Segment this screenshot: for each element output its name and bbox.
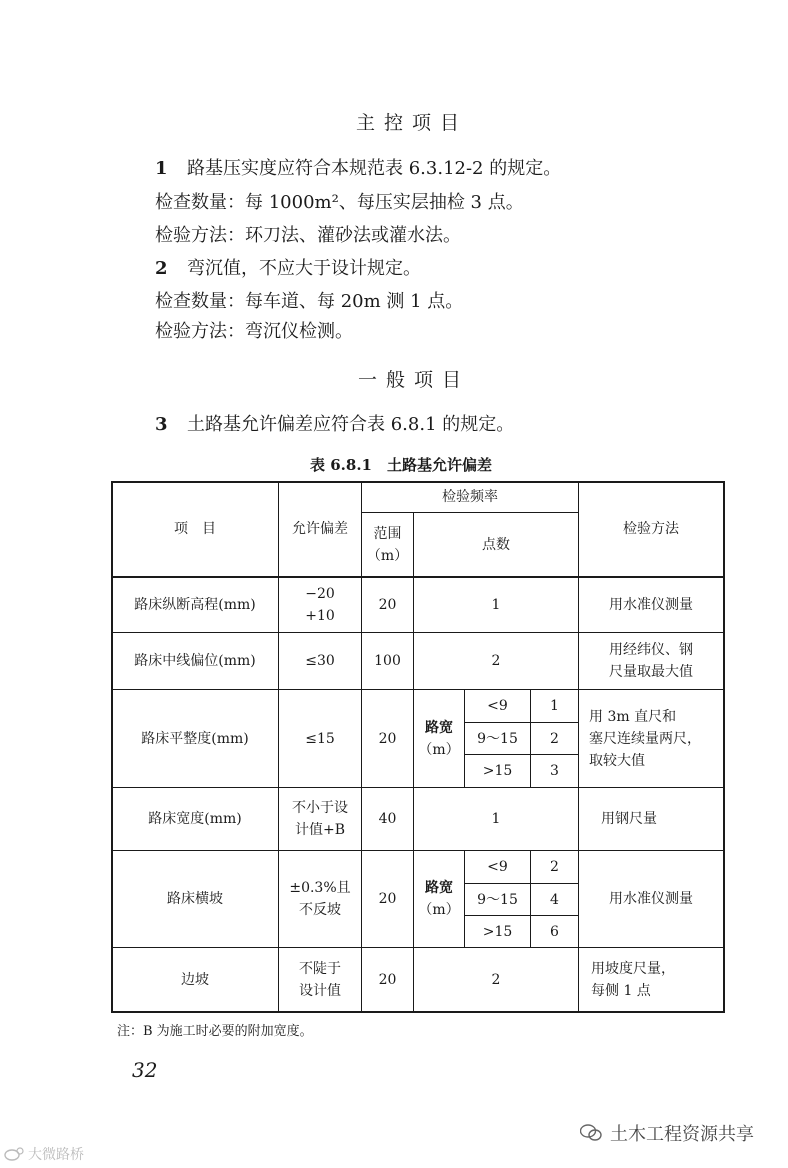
row-4-tol-line1: 不小于设 xyxy=(292,800,348,816)
watermark-right xyxy=(580,1120,754,1146)
row-5-tol-line2: 不反坡 xyxy=(299,902,341,918)
row-6-points: 2 xyxy=(491,971,501,988)
clause-3-number: 3 xyxy=(155,414,168,435)
row-6-tol-line1: 不陡于 xyxy=(299,960,341,977)
clause-1-check-quantity: 检查数量：每 1000m²、每压实层抽检 3 点。 xyxy=(155,192,524,213)
header-item: 项 目 xyxy=(174,521,216,537)
row-1-tol-line2: +10 xyxy=(305,608,335,624)
clause-2-check-method: 检验方法：弯沉仪检测。 xyxy=(155,321,353,342)
row-6-range: 20 xyxy=(378,971,397,988)
row-5-width-label-text: 路宽 xyxy=(425,880,453,896)
header-frequency: 检验频率 xyxy=(442,489,498,505)
weibo-icon xyxy=(4,1147,24,1161)
header-points: 点数 xyxy=(482,536,510,553)
clause-1-number: 1 xyxy=(155,158,168,179)
row-3-sub-2-points: 2 xyxy=(550,730,559,747)
clause-2-number: 2 xyxy=(155,258,168,279)
watermark-left xyxy=(4,1144,84,1164)
row-3-method-line3: 取较大值 xyxy=(589,752,645,769)
row-2-tolerance: ≤30 xyxy=(305,653,335,669)
row-2-method-line2: 尺量取最大值 xyxy=(609,664,693,680)
header-method: 检验方法 xyxy=(623,521,679,537)
row-3-tolerance: ≤15 xyxy=(305,730,335,747)
row-5-width-unit: （m） xyxy=(418,902,460,918)
row-5-sub-3-points: 6 xyxy=(550,923,559,940)
row-5-item: 路床横坡 xyxy=(167,891,223,907)
clause-1-check-method: 检验方法：环刀法、灌砂法或灌水法。 xyxy=(155,225,461,246)
row-2-method-line1: 用经纬仪、钢 xyxy=(609,642,693,658)
row-4-range: 40 xyxy=(378,811,397,827)
row-2-item: 路床中线偏位(mm) xyxy=(134,653,256,669)
watermark-left-text: 大微路桥 xyxy=(28,1147,84,1163)
row-5-range: 20 xyxy=(378,891,397,907)
row-6-method-line2: 每侧 1 点 xyxy=(591,982,651,999)
row-4-item: 路床宽度(mm) xyxy=(148,811,242,827)
wechat-icon xyxy=(580,1124,602,1142)
row-5-sub-3-width: >15 xyxy=(482,923,513,940)
header-range xyxy=(362,513,413,576)
row-4-method: 用钢尺量 xyxy=(601,811,657,827)
row-1-item: 路床纵断高程(mm) xyxy=(134,597,256,613)
row-6-item: 边坡 xyxy=(181,971,209,988)
row-5-width-label xyxy=(414,851,464,947)
row-1-tol-line1: −20 xyxy=(305,586,335,602)
clause-1-text: 路基压实度应符合本规范表 6.3.12-2 的规定。 xyxy=(187,158,562,179)
table-note: 注：B 为施工时必要的附加宽度。 xyxy=(117,1024,313,1039)
heading-general-items: 一般项目 xyxy=(358,369,471,391)
row-3-sub-1-points: 1 xyxy=(550,698,559,714)
row-2-points: 2 xyxy=(491,653,501,669)
row-4-tol-line2: 计值+B xyxy=(294,822,346,838)
row-1-range: 20 xyxy=(378,597,397,613)
row-1-tolerance xyxy=(279,578,361,632)
row-3-method-line1: 用 3m 直尺和 xyxy=(589,708,677,725)
row-3-width-unit: （m） xyxy=(418,741,460,758)
heading-main-items: 主控项目 xyxy=(356,112,469,134)
row-5-tolerance xyxy=(279,851,361,947)
table-title: 表 6.8.1 土路基允许偏差 xyxy=(310,456,492,474)
row-3-sub-2-width: 9～15 xyxy=(477,730,518,747)
row-6-method-line1: 用坡度尺量， xyxy=(591,960,675,977)
row-3-width-label-text: 路宽 xyxy=(425,719,453,736)
page-number: 32 xyxy=(132,1058,158,1082)
row-5-sub-1-points: 2 xyxy=(550,859,559,875)
row-3-item: 路床平整度(mm) xyxy=(141,730,249,747)
row-3-method-line2: 塞尺连续量两尺， xyxy=(589,730,701,747)
row-3-sub-1-width: <9 xyxy=(487,698,508,714)
row-3-sub-3-points: 3 xyxy=(550,763,559,779)
clause-2-text: 弯沉值，不应大于设计规定。 xyxy=(187,258,421,279)
row-6-tolerance xyxy=(279,948,361,1011)
header-range-label: 范围 xyxy=(373,525,402,542)
clause-3-text: 土路基允许偏差应符合表 6.8.1 的规定。 xyxy=(187,414,515,435)
row-5-sub-2-points: 4 xyxy=(550,891,559,908)
row-5-sub-2-width: 9～15 xyxy=(477,891,518,908)
row-5-method: 用水准仪测量 xyxy=(609,891,693,907)
watermark-right-text: 土木工程资源共享 xyxy=(610,1124,754,1145)
row-4-points: 1 xyxy=(491,811,501,827)
row-1-points: 1 xyxy=(491,597,501,613)
header-range-unit: （m） xyxy=(366,547,409,564)
row-6-method xyxy=(579,948,723,1011)
clause-2-check-quantity: 检查数量：每车道、每 20m 测 1 点。 xyxy=(155,291,464,312)
row-3-range: 20 xyxy=(378,730,397,747)
table-border-bottom xyxy=(111,1011,725,1013)
row-2-method xyxy=(579,633,723,689)
table-border-right xyxy=(723,481,725,1013)
row-1-method: 用水准仪测量 xyxy=(609,597,693,613)
row-5-sub-1-width: <9 xyxy=(487,859,508,875)
row-3-method xyxy=(579,690,723,787)
row-6-tol-line2: 设计值 xyxy=(299,982,341,999)
row-2-range: 100 xyxy=(374,653,401,669)
row-4-tolerance xyxy=(279,788,361,850)
row-5-tol-line1: ±0.3%且 xyxy=(289,880,351,896)
row-3-sub-3-width: >15 xyxy=(482,763,513,779)
header-tolerance: 允许偏差 xyxy=(292,521,348,537)
row-3-width-label xyxy=(414,690,464,787)
